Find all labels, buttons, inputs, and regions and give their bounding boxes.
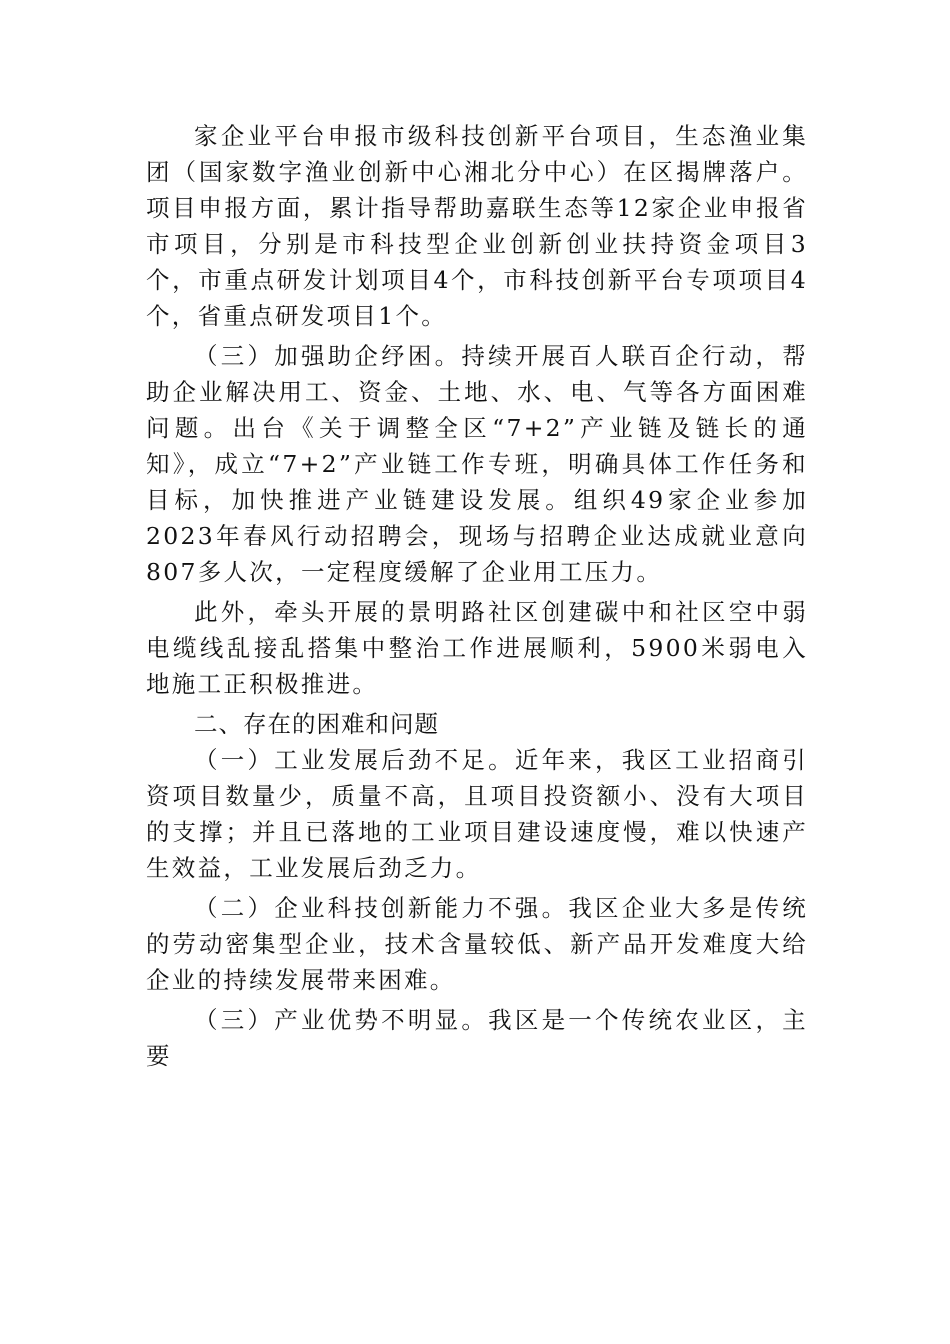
paragraph-text: 持续开展百人联百企行动，帮助企业解决用工、资金、土地、水、电、气等各方面困难问题。出台《关于调整全区“7+2”产业链及链长的通知》，成立“7+2”产业链工作专班，明确具体工作任务和目标，加快推进产业链建设发展。组织49家企业参加2023年春风行动招聘会，现场与招聘企业达成就业意向807多人次，一定程度缓解了企业用工压力。 [146, 342, 809, 586]
paragraph-innovation-capacity [146, 890, 808, 998]
paragraph-lead-heading: （三）产业优势不明显。 [194, 1006, 489, 1034]
paragraph-industry-advantage [146, 1002, 808, 1074]
paragraph-text: 我区是一个传统农业区，主要 [146, 1006, 808, 1070]
paragraph-industrial-momentum [146, 742, 808, 886]
paragraph-text: 我区企业大多是传统的劳动密集型企业，技术含量较低、新产品开发难度大给企业的持续发展带来困难。 [146, 894, 809, 994]
paragraph-lead-heading: （一）工业发展后劲不足。 [194, 746, 515, 774]
paragraph-lead-heading: （二）企业科技创新能力不强。 [194, 894, 569, 922]
paragraph-support-enterprises [146, 338, 808, 590]
paragraph-lead-heading: （三）加强助企纾困。 [194, 342, 462, 370]
paragraph-text: 家企业平台申报市级科技创新平台项目，生态渔业集团（国家数字渔业创新中心湘北分中心）在区揭牌落户。项目申报方面，累计指导帮助嘉联生态等12家企业申报省市项目，分别是市科技型企业创新创业扶持资金项目3个，市重点研发计划项目4个，市科技创新平台专项项目4个，省重点研发项目1个。 [146, 122, 808, 330]
section-heading-problems: 二、存在的困难和问题 [194, 710, 439, 738]
document-body [146, 118, 808, 1074]
paragraph-platform-projects [146, 118, 808, 334]
paragraph-text: 此外，牵头开展的景明路社区创建碳中和社区空中弱电缆线乱接乱搭集中整治工作进展顺利，5900米弱电入地施工正积极推进。 [146, 598, 808, 698]
paragraph-text: 近年来，我区工业招商引资项目数量少，质量不高，且项目投资额小、没有大项目的支撑；并且已落地的工业项目建设速度慢，难以快速产生效益，工业发展后劲乏力。 [146, 746, 808, 882]
paragraph-additional-work [146, 594, 808, 702]
